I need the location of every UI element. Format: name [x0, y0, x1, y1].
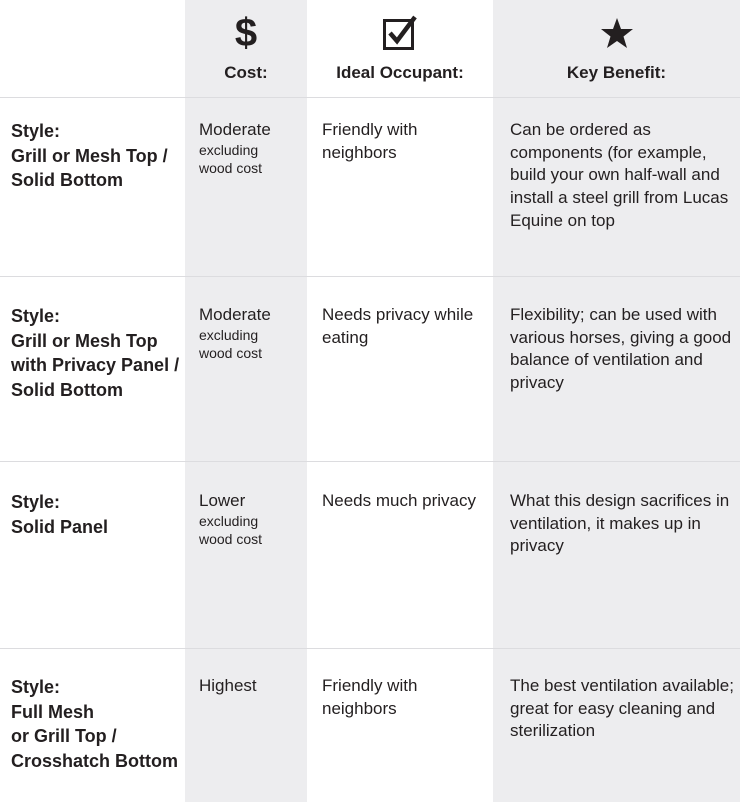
header-key-benefit — [493, 0, 740, 97]
row-divider — [0, 461, 740, 462]
row-2-benefit: Flexibility; can be used with various horses, giving a good balance of ventilation and privacy — [510, 305, 732, 393]
cost-value: Moderate — [199, 120, 271, 139]
style-line: with Privacy Panel / — [11, 355, 180, 376]
checkbox-checked-icon — [307, 12, 493, 54]
row-2-cost — [199, 304, 304, 362]
cost-note: wood cost — [199, 531, 263, 547]
row-4-benefit: The best ventilation available; great for easy cleaning and sterilization — [510, 676, 734, 741]
style-line: Grill or Mesh Top / — [11, 145, 168, 166]
row-1-occupant: Friendly with neighbors — [322, 120, 418, 162]
cost-note: excluding — [199, 327, 259, 343]
row-1-style — [11, 119, 186, 193]
row-2-style — [11, 304, 186, 403]
row-3-benefit: What this design sacrifices in ventilation, it makes up in privacy — [510, 491, 730, 556]
star-icon — [493, 12, 740, 54]
style-line: Full Mesh — [11, 701, 95, 722]
row-2-occupant: Needs privacy while eating — [322, 305, 474, 347]
cost-note: wood cost — [199, 345, 263, 361]
row-3-cost — [199, 490, 304, 548]
header-ideal-occupant — [307, 0, 493, 97]
cost-note: wood cost — [199, 160, 263, 176]
style-line: or Grill Top / — [11, 726, 117, 747]
header-divider — [0, 97, 740, 98]
cost-note: excluding — [199, 513, 259, 529]
cost-value: Highest — [199, 676, 257, 695]
header-benefit-label: Key Benefit: — [566, 63, 667, 82]
row-1-cost — [199, 119, 304, 177]
row-divider — [0, 276, 740, 277]
header-cost-label: Cost: — [224, 63, 268, 82]
style-prefix: Style: — [11, 306, 61, 326]
header-occupant-label: Ideal Occupant: — [336, 63, 464, 82]
style-line: Crosshatch Bottom — [11, 751, 179, 772]
dollar-icon: $ — [234, 11, 258, 55]
style-prefix: Style: — [11, 492, 61, 512]
style-line: Grill or Mesh Top — [11, 330, 158, 351]
header-cost — [185, 0, 307, 97]
cost-value: Lower — [199, 491, 246, 510]
row-1-benefit: Can be ordered as components (for example, build your own half-wall and install a steel grill from Lucas Equine on top — [510, 120, 729, 230]
style-prefix: Style: — [11, 677, 61, 697]
style-prefix: Style: — [11, 121, 61, 141]
style-line: Solid Bottom — [11, 170, 123, 191]
row-4-occupant: Friendly with neighbors — [322, 676, 418, 718]
row-4-cost — [199, 675, 304, 697]
row-3-style — [11, 490, 186, 539]
cost-value: Moderate — [199, 305, 271, 324]
row-3-occupant: Needs much privacy — [322, 491, 477, 510]
style-line: Solid Bottom — [11, 380, 123, 401]
row-4-style — [11, 675, 186, 774]
row-divider — [0, 648, 740, 649]
style-line: Solid Panel — [11, 516, 109, 537]
cost-note: excluding — [199, 142, 259, 158]
